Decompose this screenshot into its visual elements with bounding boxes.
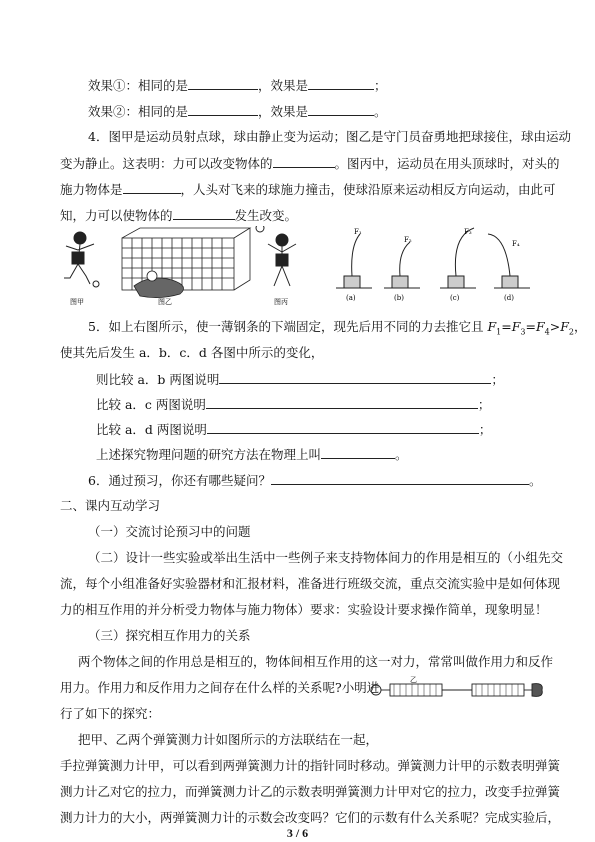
q4-line-2 (60, 155, 560, 172)
strip-panel-b (384, 242, 420, 288)
q6-text: 6．通过预习，你还有哪些疑问？ (88, 473, 271, 488)
effect-2-blank-same[interactable] (188, 103, 258, 116)
section-2-sub-1: （一）交流讨论预习中的问题 (88, 524, 251, 539)
q4-l2-text-a: 变为静止。这表明：力可以改变物体的 (60, 156, 273, 171)
q4-l3-text-b: ，人头对飞来的球施力撞击，使球沿原来运动相反方向运动，由此可 (180, 182, 556, 197)
effect-1-end: ； (374, 78, 387, 93)
q4-blank-change[interactable] (273, 155, 335, 168)
force-label-2: F₂ (404, 236, 412, 244)
panel-label-c: (c) (450, 294, 460, 302)
q5-f-gt: >F (549, 319, 569, 334)
q5-ac-label: 比较 a．c 两图说明 (96, 397, 206, 412)
section-2-sub-2-line-1: （二）设计一些实验或举出生活中一些例子来支持物体间力的作用是相互的（小组先交 (88, 550, 564, 565)
force-label-4: F₄ (512, 240, 520, 248)
q6-blank[interactable] (271, 472, 529, 485)
q5-blank-ac[interactable] (206, 396, 478, 409)
goal-net-illustration (122, 228, 250, 298)
q4-l2-text-b: 。图丙中，运动员在用头顶球时，对头的 (334, 156, 560, 171)
section-2-sub-3: （三）探究相互作用力的关系 (88, 628, 251, 643)
q5-ab-label: 则比较 a．b 两图说明 (96, 372, 220, 387)
spring-label-yi: 乙 (410, 676, 417, 684)
q5-line-1 (88, 319, 586, 341)
spring-scale-yi (390, 684, 442, 696)
effect-2-blank-effect[interactable] (308, 103, 374, 116)
effect-1-blank-effect[interactable] (308, 77, 374, 90)
steel-strip-panels (336, 228, 530, 288)
spring-scale-jia (472, 684, 524, 696)
force-label-3: F₃ (464, 228, 472, 236)
q5-blank-method[interactable] (321, 446, 395, 459)
wall-hook-icon (371, 685, 381, 695)
q5-method-end: 。 (395, 447, 408, 462)
q5-sub1: 1 (496, 327, 502, 337)
q4-l4-text-a: 知，力可以使物体的 (60, 208, 173, 223)
para-1-line-1: 两个物体之间的作用总是相互的，物体间相互作用的这一对力，常常叫做作用力和反作 (78, 654, 554, 669)
effect-1-blank-same[interactable] (188, 77, 258, 90)
q5-blank-ab[interactable] (219, 371, 491, 384)
q5-line-2: 使其先后发生 a．b．c．d 各图中所示的变化， (60, 345, 324, 360)
section-2-sub-2-line-3: 力的相互作用的并分析受力物体与施力物体）要求：实验设计要求操作简单，现象明显！ (60, 602, 548, 617)
q5-sub3: 3 (520, 327, 526, 337)
q5-f-eq2: =F (525, 319, 545, 334)
q4-line-4 (60, 207, 297, 224)
q6-end: 。 (528, 473, 542, 488)
q5-compare-ac (96, 396, 490, 413)
q5-sub4: 4 (544, 327, 550, 337)
effect-2-mid: ，效果是 (258, 104, 309, 119)
para-2-line-2: 手拉弹簧测力计甲，可以看到两弹簧测力计的指针同时移动。弹簧测力计甲的示数表明弹簧 (60, 758, 561, 773)
para-2-line-1: 把甲、乙两个弹簧测力计如图所示的方法联结在一起， (78, 732, 379, 747)
q4-line-3 (60, 181, 556, 198)
section-2-sub-2-line-2: 流，每个小组准备好实验器材和汇报材料，准备进行班级交流，重点交流实验中是如何体现 (60, 576, 561, 591)
strip-panel-d (488, 234, 530, 288)
effect-2-line (88, 103, 387, 120)
panel-label-d: (d) (504, 294, 514, 302)
strip-panel-c (440, 228, 476, 288)
q5-method-line (96, 446, 408, 463)
kicker-illustration (64, 232, 99, 287)
q4-line-1: 4．图甲是运动员射点球，球由静止变为运动；图乙是守门员奋勇地把球接住，球由运动 (88, 129, 571, 144)
q5-f-eq1: =F (501, 319, 521, 334)
q5-blank-ad[interactable] (207, 421, 479, 434)
q5-ab-end: ； (491, 372, 504, 387)
q6-line (88, 472, 541, 489)
panel-label-a: (a) (346, 294, 356, 302)
q4-l4-text-b: 发生改变。 (234, 208, 298, 223)
para-1-line-2: 用力。作用力和反作用力之间存在什么样的关系呢?小明进 (60, 680, 380, 695)
q5-l1-text: 5．如上右图所示，使一薄钢条的下端固定，现先后用不同的力去推它且 (88, 319, 488, 334)
q5-ac-end: ； (477, 397, 491, 412)
force-label-1: F₁ (354, 228, 362, 236)
strip-panel-a (336, 234, 372, 288)
q5-compare-ad (96, 421, 491, 438)
figure-row (60, 226, 550, 306)
panel-label-b: (b) (394, 294, 404, 302)
effect-1-mid: ，效果是 (258, 78, 309, 93)
header-player-illustration (256, 226, 296, 286)
effect-1-line (88, 77, 387, 94)
q4-l3-text-a: 施力物体是 (60, 182, 123, 197)
para-2-line-3: 测力计乙对它的拉力，而弹簧测力计乙的示数表明弹簧测力计甲对它的拉力，改变手拉弹簧 (60, 784, 561, 799)
effect-2-end: 。 (374, 104, 387, 119)
q5-method-label: 上述探究物理问题的研究方法在物理上叫 (96, 447, 322, 462)
section-2-title: 二、课内互动学习 (60, 498, 161, 513)
spring-scales-figure (368, 676, 544, 704)
q4-blank-force-source[interactable] (123, 181, 181, 194)
q5-compare-ab (96, 371, 504, 388)
figure-jia-caption: 图甲 (70, 298, 84, 306)
para-2-line-4: 测力计力的大小，两弹簧测力计的示数会改变吗？它们的示数有什么关系呢？完成实验后， (60, 810, 561, 825)
page-number: 3 / 6 (286, 826, 309, 840)
q5-sub2: 2 (568, 327, 574, 337)
q5-l1-end: ， (573, 319, 587, 334)
hand-icon (532, 684, 542, 697)
q4-blank-motion[interactable] (173, 207, 235, 220)
para-1-line-3: 行了如下的探究： (60, 706, 161, 721)
effect-1-label: 效果①：相同的是 (88, 78, 189, 93)
figure-bing-caption: 图丙 (274, 298, 288, 306)
q5-ad-label: 比较 a．d 两图说明 (96, 422, 207, 437)
effect-2-label: 效果②：相同的是 (88, 104, 189, 119)
q5-f: F (487, 319, 497, 334)
q5-ad-end: ； (478, 422, 492, 437)
figure-yi-caption: 图乙 (158, 298, 172, 306)
